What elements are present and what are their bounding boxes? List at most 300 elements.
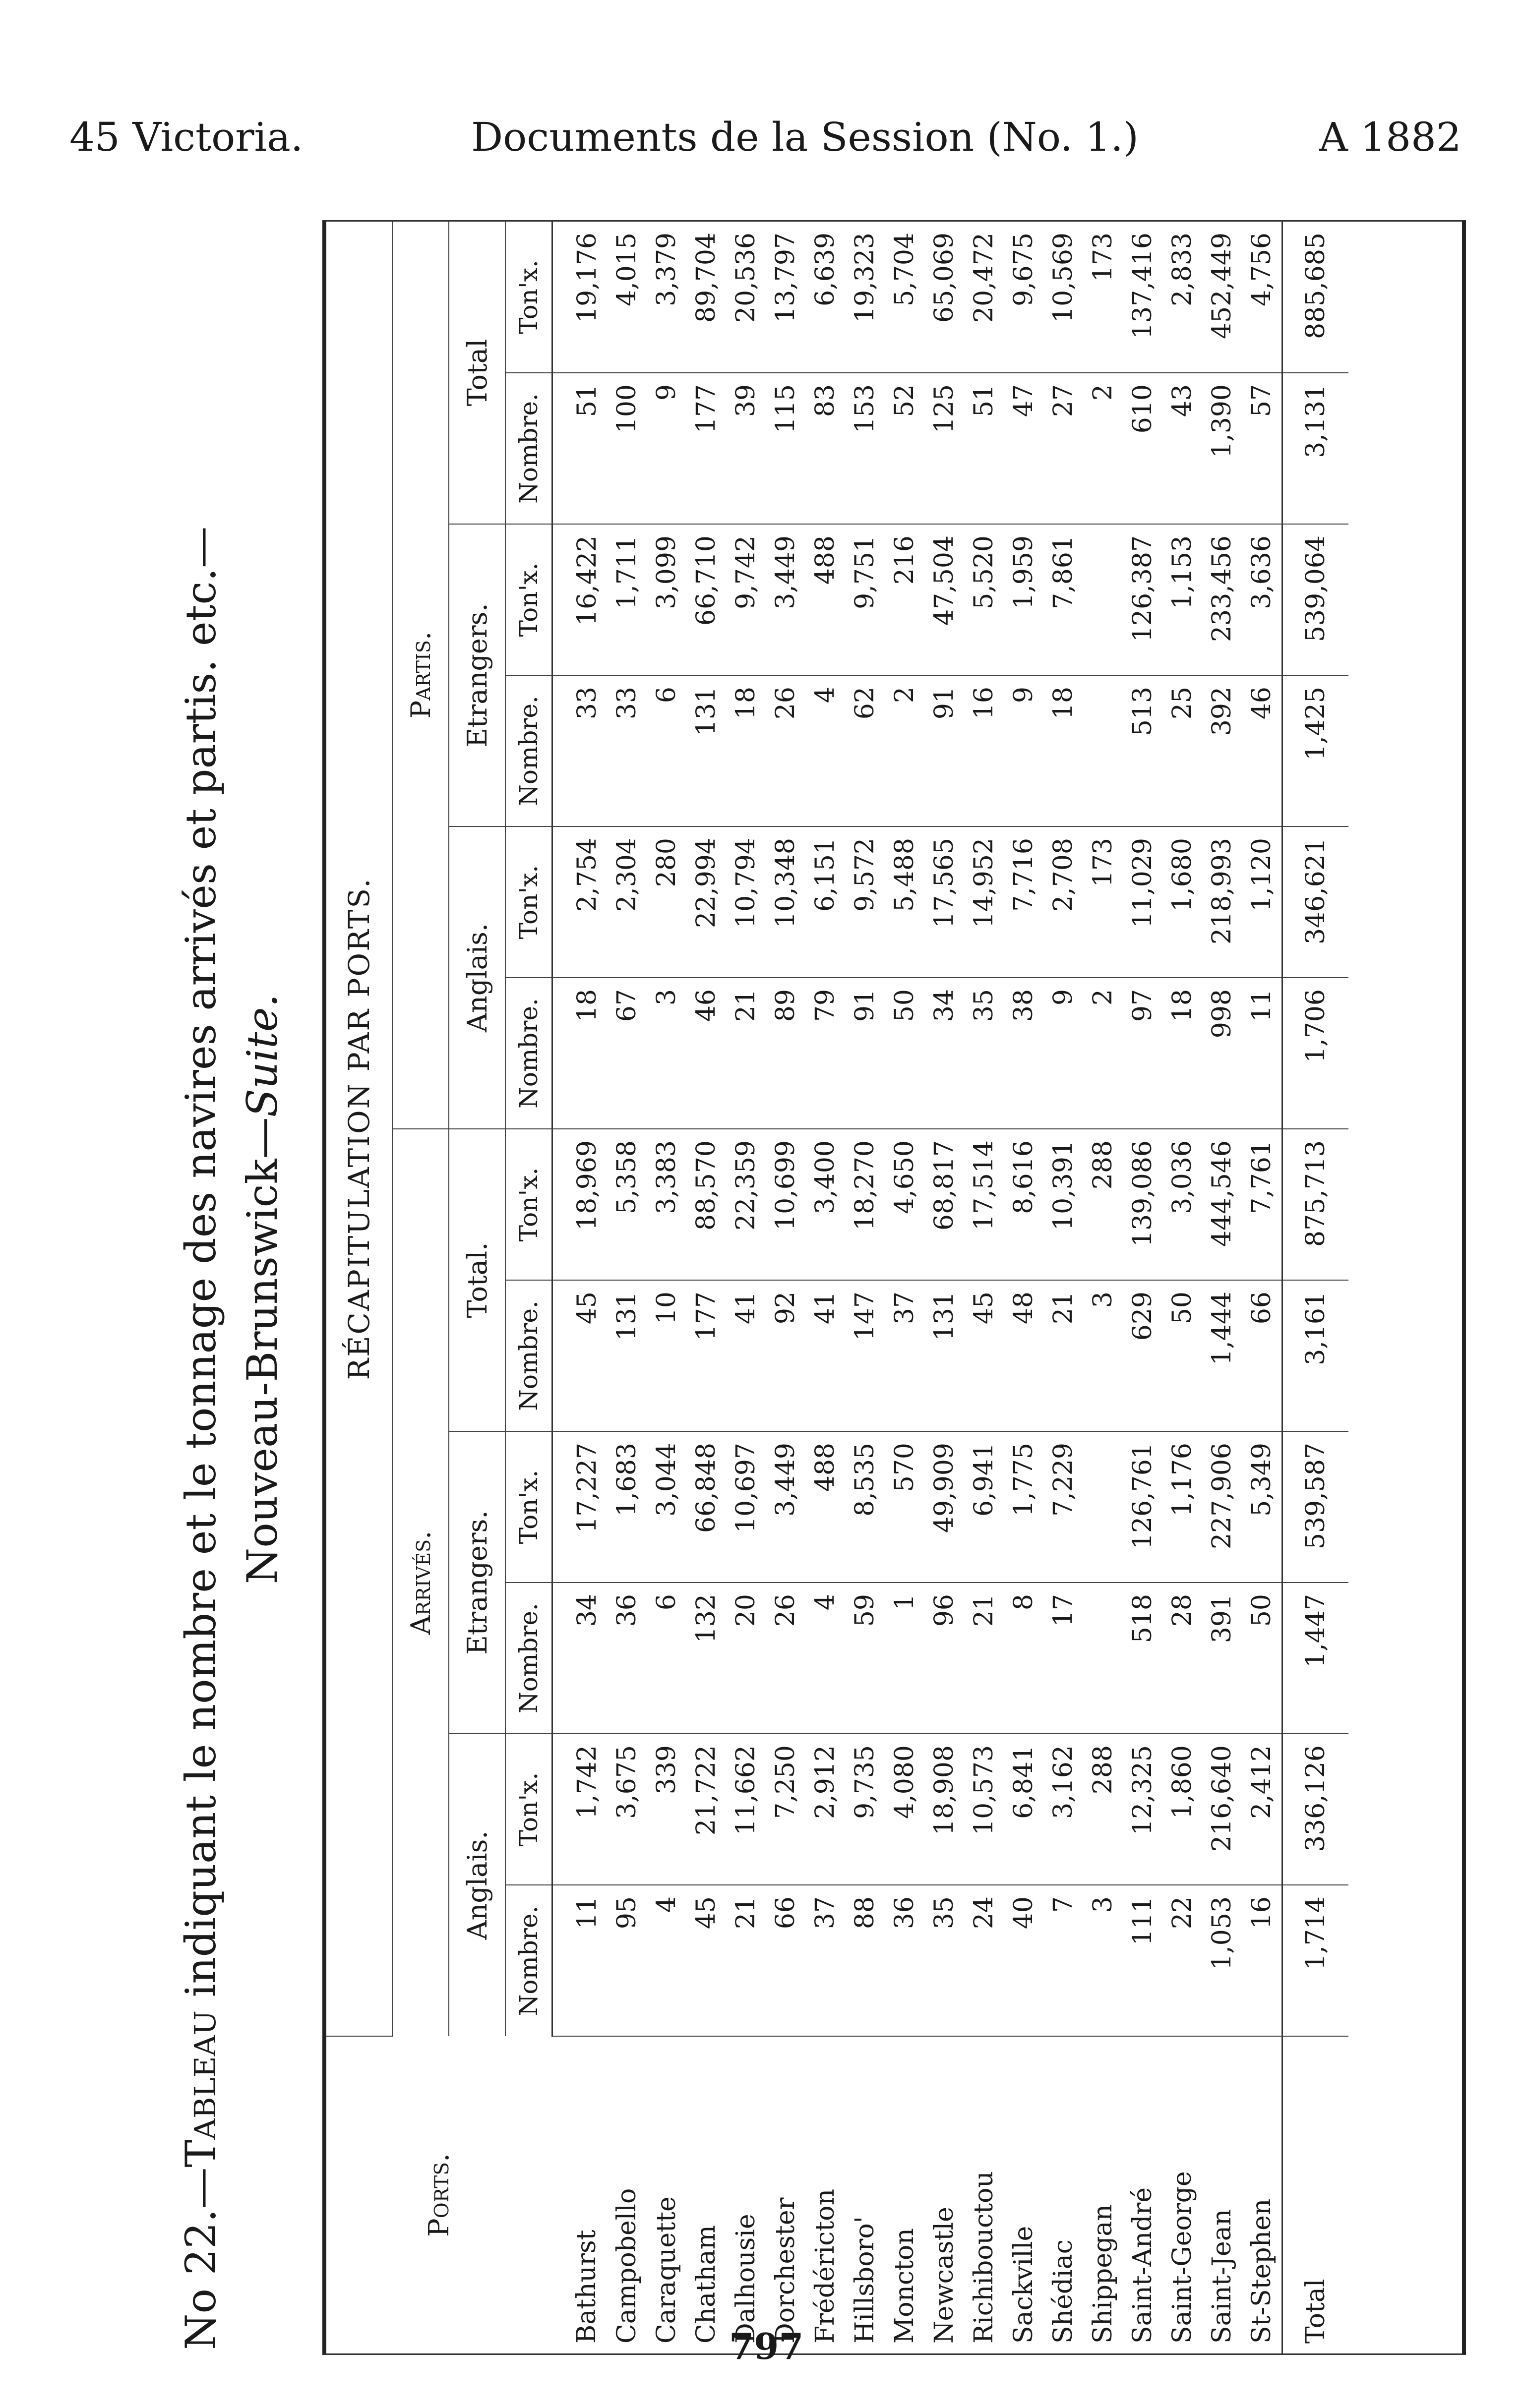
cell-a-n: 36 xyxy=(885,1885,924,2036)
cell-pt-n: 9 xyxy=(647,373,686,524)
cell-pe-n: 26 xyxy=(766,675,805,826)
arr-anglais-header: Anglais. xyxy=(449,1734,505,2036)
cell-pa-n: 38 xyxy=(1004,978,1043,1129)
cell-t-n: 41 xyxy=(726,1280,766,1431)
total-a-t: 336,126 xyxy=(1282,1734,1349,1885)
cell-pt-t: 4,015 xyxy=(607,222,647,373)
cell-pe-n: 16 xyxy=(964,675,1004,826)
cell-e-n: 6 xyxy=(647,1583,686,1734)
cell-pe-n: 2 xyxy=(885,675,924,826)
port-name: Saint-George xyxy=(1167,2171,1197,2344)
cell-pa-n: 46 xyxy=(686,978,726,1129)
total-label: Total xyxy=(1282,2036,1349,2353)
cell-t-n: 1,444 xyxy=(1202,1280,1242,1431)
cell-pa-t: 2,304 xyxy=(607,826,647,978)
cell-pa-t: 11,029 xyxy=(1123,826,1162,978)
cell-pe-n: 91 xyxy=(924,675,964,826)
cell-a-t: 10,573 xyxy=(964,1734,1004,1885)
cell-e-n: 36 xyxy=(607,1583,647,1734)
cell-a-n: 88 xyxy=(845,1885,885,2036)
total-pe-n: 1,425 xyxy=(1282,675,1349,826)
cell-e-t: 227,906 xyxy=(1202,1431,1242,1583)
port-name: Shédiac xyxy=(1048,2239,1078,2344)
cell-a-n: 45 xyxy=(686,1885,726,2036)
cell-t-n: 66 xyxy=(1242,1280,1282,1431)
col-nombre: Nombre. xyxy=(505,1885,552,2036)
cell-e-n: 8 xyxy=(1004,1583,1043,1734)
port-name: Dorchester xyxy=(771,2197,800,2344)
total-pt-n: 3,131 xyxy=(1282,373,1349,524)
cell-a-t: 2,412 xyxy=(1242,1734,1282,1885)
cell-pe-n: 9 xyxy=(1004,675,1043,826)
port-name: Dalhousie xyxy=(731,2214,761,2344)
port-name: Bathurst xyxy=(572,2230,602,2344)
cell-pe-t: 16,422 xyxy=(552,524,608,675)
cell-pe-t: 9,751 xyxy=(845,524,885,675)
cell-e-t: 1,775 xyxy=(1004,1431,1043,1583)
cell-t-t: 88,570 xyxy=(686,1129,726,1280)
cell-pa-t: 1,120 xyxy=(1242,826,1282,978)
cell-a-n: 7 xyxy=(1043,1885,1083,2036)
cell-t-n: 48 xyxy=(1004,1280,1043,1431)
cell-pa-n: 11 xyxy=(1242,978,1282,1129)
col-tonx: Ton'x. xyxy=(505,1431,552,1583)
cell-pa-n: 3 xyxy=(647,978,686,1129)
cell-t-n: 147 xyxy=(845,1280,885,1431)
cell-a-t: 9,735 xyxy=(845,1734,885,1885)
cell-pe-t: 3,099 xyxy=(647,524,686,675)
cell-t-n: 45 xyxy=(964,1280,1004,1431)
subtitle-suite: Suite. xyxy=(238,994,287,1117)
table-body xyxy=(552,222,1349,2353)
cell-t-n: 21 xyxy=(1043,1280,1083,1431)
cell-pe-n xyxy=(1083,675,1123,826)
cell-a-t: 339 xyxy=(647,1734,686,1885)
cell-pa-n: 91 xyxy=(845,978,885,1129)
col-tonx: Ton'x. xyxy=(505,1734,552,1885)
cell-pa-t: 9,572 xyxy=(845,826,885,978)
cell-e-t: 488 xyxy=(805,1431,845,1583)
cell-pe-n: 25 xyxy=(1162,675,1202,826)
cell-e-n: 20 xyxy=(726,1583,766,1734)
cell-t-n: 131 xyxy=(607,1280,647,1431)
cell-pe-t: 5,520 xyxy=(964,524,1004,675)
subtitle-province: Nouveau-Brunswick— xyxy=(238,1117,287,1585)
cell-t-t: 5,358 xyxy=(607,1129,647,1280)
table-row xyxy=(845,222,885,2353)
cell-pa-t: 10,794 xyxy=(726,826,766,978)
table-row xyxy=(1083,222,1123,2353)
cell-pa-t: 1,680 xyxy=(1162,826,1202,978)
cell-t-t: 68,817 xyxy=(924,1129,964,1280)
table-row xyxy=(647,222,686,2353)
cell-e-n: 59 xyxy=(845,1583,885,1734)
port-name: Saint-André xyxy=(1128,2187,1158,2344)
cell-pa-t: 22,994 xyxy=(686,826,726,978)
cell-a-t: 3,162 xyxy=(1043,1734,1083,1885)
cell-pe-n: 6 xyxy=(647,675,686,826)
cell-e-t xyxy=(1083,1431,1123,1583)
cell-pt-n: 610 xyxy=(1123,373,1162,524)
cell-pe-n: 46 xyxy=(1242,675,1282,826)
cell-pt-t: 19,176 xyxy=(552,222,608,373)
cell-a-n: 21 xyxy=(726,1885,766,2036)
total-a-n: 1,714 xyxy=(1282,1885,1349,2036)
cell-e-t: 49,909 xyxy=(924,1431,964,1583)
total-e-n: 1,447 xyxy=(1282,1583,1349,1734)
cell-a-t: 3,675 xyxy=(607,1734,647,1885)
cell-a-n: 16 xyxy=(1242,1885,1282,2036)
cell-a-t: 1,742 xyxy=(552,1734,608,1885)
cell-pa-t: 6,151 xyxy=(805,826,845,978)
cell-t-n: 92 xyxy=(766,1280,805,1431)
cell-a-n: 4 xyxy=(647,1885,686,2036)
cell-pt-t: 4,756 xyxy=(1242,222,1282,373)
total-pa-t: 346,621 xyxy=(1282,826,1349,978)
cell-t-n: 45 xyxy=(552,1280,608,1431)
cell-t-n: 10 xyxy=(647,1280,686,1431)
col-nombre: Nombre. xyxy=(505,373,552,524)
cell-pa-n: 97 xyxy=(1123,978,1162,1129)
port-name: Saint-Jean xyxy=(1207,2209,1237,2344)
cell-t-t: 17,514 xyxy=(964,1129,1004,1280)
cell-pe-t: 3,636 xyxy=(1242,524,1282,675)
par-total-header: Total xyxy=(449,222,505,524)
cell-t-n: 50 xyxy=(1162,1280,1202,1431)
cell-pa-t: 2,754 xyxy=(552,826,608,978)
cell-e-n: 21 xyxy=(964,1583,1004,1734)
cell-t-t: 10,699 xyxy=(766,1129,805,1280)
col-tonx: Ton'x. xyxy=(505,1129,552,1280)
cell-pt-n: 100 xyxy=(607,373,647,524)
cell-pt-n: 83 xyxy=(805,373,845,524)
port-name: Shippegan xyxy=(1088,2204,1118,2344)
port-name: Chatham xyxy=(691,2225,721,2344)
title-rest: indiquant le nombre et le tonnage des navires arrivés et partis. etc.— xyxy=(177,526,225,2011)
cell-pe-n: 131 xyxy=(686,675,726,826)
cell-pe-n: 18 xyxy=(1043,675,1083,826)
cell-t-t: 288 xyxy=(1083,1129,1123,1280)
cell-t-t: 3,036 xyxy=(1162,1129,1202,1280)
cell-a-n: 11 xyxy=(552,1885,608,2036)
table-row xyxy=(964,222,1004,2353)
arrives-header: Arrivés. xyxy=(392,1129,449,2036)
port-name: Frédéricton xyxy=(810,2188,840,2344)
cell-e-t: 126,761 xyxy=(1123,1431,1162,1583)
cell-pt-t: 20,472 xyxy=(964,222,1004,373)
cell-e-n: 1 xyxy=(885,1583,924,1734)
arr-total-header: Total. xyxy=(449,1129,505,1431)
cell-pt-n: 1,390 xyxy=(1202,373,1242,524)
cell-e-t: 66,848 xyxy=(686,1431,726,1583)
cell-e-t: 6,941 xyxy=(964,1431,1004,1583)
cell-pt-t: 173 xyxy=(1083,222,1123,373)
cell-pa-n: 50 xyxy=(885,978,924,1129)
cell-pa-n: 18 xyxy=(1162,978,1202,1129)
cell-t-n: 37 xyxy=(885,1280,924,1431)
rotated-table-block xyxy=(159,213,1468,2365)
cell-t-t: 4,650 xyxy=(885,1129,924,1280)
cell-pt-t: 65,069 xyxy=(924,222,964,373)
cell-e-t: 570 xyxy=(885,1431,924,1583)
cell-pt-n: 39 xyxy=(726,373,766,524)
cell-pe-n: 33 xyxy=(607,675,647,826)
cell-e-t: 3,449 xyxy=(766,1431,805,1583)
cell-pa-t: 14,952 xyxy=(964,826,1004,978)
cell-a-t: 11,662 xyxy=(726,1734,766,1885)
cell-e-t: 1,176 xyxy=(1162,1431,1202,1583)
table-row xyxy=(552,222,608,2353)
col-nombre: Nombre. xyxy=(505,978,552,1129)
cell-a-n: 95 xyxy=(607,1885,647,2036)
cell-pt-t: 452,449 xyxy=(1202,222,1242,373)
cell-t-n: 41 xyxy=(805,1280,845,1431)
cell-pt-n: 153 xyxy=(845,373,885,524)
total-t-t: 875,713 xyxy=(1282,1129,1349,1280)
cell-pt-n: 2 xyxy=(1083,373,1123,524)
cell-e-n: 518 xyxy=(1123,1583,1162,1734)
cell-a-n: 40 xyxy=(1004,1885,1043,2036)
cell-pe-n: 62 xyxy=(845,675,885,826)
port-name: Moncton xyxy=(890,2228,919,2344)
cell-e-t: 1,683 xyxy=(607,1431,647,1583)
total-e-t: 539,587 xyxy=(1282,1431,1349,1583)
cell-a-t: 2,912 xyxy=(805,1734,845,1885)
cell-pt-t: 6,639 xyxy=(805,222,845,373)
cell-a-t: 7,250 xyxy=(766,1734,805,1885)
cell-pt-n: 57 xyxy=(1242,373,1282,524)
cell-a-n: 66 xyxy=(766,1885,805,2036)
header-right: A 1882 xyxy=(1319,114,1462,160)
cell-t-n: 177 xyxy=(686,1280,726,1431)
cell-pe-t: 233,456 xyxy=(1202,524,1242,675)
port-name: Sackville xyxy=(1009,2226,1038,2344)
cell-a-t: 216,640 xyxy=(1202,1734,1242,1885)
cell-pe-t: 47,504 xyxy=(924,524,964,675)
page-number: 797 xyxy=(729,2325,804,2367)
cell-a-t: 4,080 xyxy=(885,1734,924,1885)
cell-pe-t: 9,742 xyxy=(726,524,766,675)
header-center: Documents de la Session (No. 1.) xyxy=(471,114,1139,160)
cell-a-n: 37 xyxy=(805,1885,845,2036)
cell-pe-n: 513 xyxy=(1123,675,1162,826)
cell-pa-n: 21 xyxy=(726,978,766,1129)
cell-a-t: 12,325 xyxy=(1123,1734,1162,1885)
cell-a-n: 3 xyxy=(1083,1885,1123,2036)
cell-pt-n: 51 xyxy=(552,373,608,524)
col-tonx: Ton'x. xyxy=(505,826,552,978)
recap-table xyxy=(326,222,1348,2353)
cell-a-t: 18,908 xyxy=(924,1734,964,1885)
cell-a-n: 111 xyxy=(1123,1885,1162,2036)
cell-pa-t: 280 xyxy=(647,826,686,978)
table-frame xyxy=(322,220,1466,2355)
col-nombre: Nombre. xyxy=(505,1280,552,1431)
cell-t-t: 22,359 xyxy=(726,1129,766,1280)
cell-a-t: 6,841 xyxy=(1004,1734,1043,1885)
cell-pa-n: 35 xyxy=(964,978,1004,1129)
cell-pe-t: 66,710 xyxy=(686,524,726,675)
cell-a-n: 22 xyxy=(1162,1885,1202,2036)
cell-pe-t: 1,711 xyxy=(607,524,647,675)
title-dash: — xyxy=(177,2167,225,2209)
cell-t-t: 10,391 xyxy=(1043,1129,1083,1280)
cell-t-t: 18,270 xyxy=(845,1129,885,1280)
port-name: Newcastle xyxy=(929,2207,959,2344)
cell-pe-t xyxy=(1083,524,1123,675)
cell-e-t: 17,227 xyxy=(552,1431,608,1583)
partis-header: Partis. xyxy=(392,222,449,1129)
cell-e-n: 34 xyxy=(552,1583,608,1734)
cell-t-t: 7,761 xyxy=(1242,1129,1282,1280)
cell-t-t: 18,969 xyxy=(552,1129,608,1280)
cell-pa-t: 7,716 xyxy=(1004,826,1043,978)
ports-header: Ports. xyxy=(423,2153,456,2237)
table-title xyxy=(174,228,228,2350)
cell-a-n: 1,053 xyxy=(1202,1885,1242,2036)
cell-a-t: 288 xyxy=(1083,1734,1123,1885)
table-row xyxy=(1162,222,1202,2353)
total-pt-t: 885,685 xyxy=(1282,222,1349,373)
cell-pt-n: 51 xyxy=(964,373,1004,524)
col-nombre: Nombre. xyxy=(505,1583,552,1734)
cell-pa-n: 9 xyxy=(1043,978,1083,1129)
port-name: Hillsboro' xyxy=(850,2216,880,2344)
arr-etrangers-header: Etrangers. xyxy=(449,1431,505,1734)
header-left: 45 Victoria. xyxy=(69,114,304,160)
title-number: No 22. xyxy=(177,2209,225,2350)
cell-pt-t: 89,704 xyxy=(686,222,726,373)
port-name: St-Stephen xyxy=(1247,2198,1277,2344)
cell-pt-t: 3,379 xyxy=(647,222,686,373)
table-row xyxy=(1043,222,1083,2353)
port-name: Caraquette xyxy=(652,2196,681,2344)
cell-pt-n: 125 xyxy=(924,373,964,524)
cell-t-n: 629 xyxy=(1123,1280,1162,1431)
cell-t-n: 3 xyxy=(1083,1280,1123,1431)
cell-pe-t: 1,959 xyxy=(1004,524,1043,675)
cell-pa-n: 34 xyxy=(924,978,964,1129)
cell-pa-n: 79 xyxy=(805,978,845,1129)
col-tonx: Ton'x. xyxy=(505,222,552,373)
cell-pt-n: 115 xyxy=(766,373,805,524)
cell-e-t: 5,349 xyxy=(1242,1431,1282,1583)
total-pe-t: 539,064 xyxy=(1282,524,1349,675)
cell-pa-n: 2 xyxy=(1083,978,1123,1129)
cell-pe-n: 4 xyxy=(805,675,845,826)
cell-pt-n: 177 xyxy=(686,373,726,524)
port-name: Campobello xyxy=(612,2188,642,2344)
col-nombre: Nombre. xyxy=(505,675,552,826)
cell-pt-n: 52 xyxy=(885,373,924,524)
cell-e-t: 7,229 xyxy=(1043,1431,1083,1583)
cell-pt-t: 13,797 xyxy=(766,222,805,373)
cell-e-n: 17 xyxy=(1043,1583,1083,1734)
total-row xyxy=(1282,222,1349,2353)
cell-e-n: 50 xyxy=(1242,1583,1282,1734)
cell-pe-t: 3,449 xyxy=(766,524,805,675)
table-row xyxy=(766,222,805,2353)
cell-pt-t: 2,833 xyxy=(1162,222,1202,373)
cell-pt-t: 137,416 xyxy=(1123,222,1162,373)
cell-pe-n: 33 xyxy=(552,675,608,826)
table-row xyxy=(1123,222,1162,2353)
table-row xyxy=(686,222,726,2353)
cell-pt-t: 20,536 xyxy=(726,222,766,373)
cell-pe-t: 126,387 xyxy=(1123,524,1162,675)
cell-e-n: 4 xyxy=(805,1583,845,1734)
cell-a-t: 1,860 xyxy=(1162,1734,1202,1885)
cell-pe-n: 392 xyxy=(1202,675,1242,826)
cell-pa-t: 10,348 xyxy=(766,826,805,978)
par-etrangers-header: Etrangers. xyxy=(449,524,505,826)
port-name: Richibouctou xyxy=(969,2171,999,2344)
cell-t-n: 131 xyxy=(924,1280,964,1431)
cell-e-n: 26 xyxy=(766,1583,805,1734)
section-title: RÉCAPITULATION PAR PORTS. xyxy=(326,222,392,2036)
total-pa-n: 1,706 xyxy=(1282,978,1349,1129)
cell-pt-n: 47 xyxy=(1004,373,1043,524)
total-t-n: 3,161 xyxy=(1282,1280,1349,1431)
cell-pe-t: 1,153 xyxy=(1162,524,1202,675)
table-row xyxy=(805,222,845,2353)
cell-t-t: 139,086 xyxy=(1123,1129,1162,1280)
cell-a-n: 24 xyxy=(964,1885,1004,2036)
cell-e-t: 10,697 xyxy=(726,1431,766,1583)
cell-pt-n: 43 xyxy=(1162,373,1202,524)
cell-pe-t: 216 xyxy=(885,524,924,675)
cell-pa-t: 5,488 xyxy=(885,826,924,978)
col-tonx: Ton'x. xyxy=(505,524,552,675)
table-row xyxy=(885,222,924,2353)
cell-pt-t: 10,569 xyxy=(1043,222,1083,373)
table-row xyxy=(1004,222,1043,2353)
cell-t-t: 3,383 xyxy=(647,1129,686,1280)
cell-e-t: 3,044 xyxy=(647,1431,686,1583)
table-row xyxy=(1242,222,1282,2353)
cell-pa-t: 173 xyxy=(1083,826,1123,978)
table-row xyxy=(726,222,766,2353)
cell-e-n: 28 xyxy=(1162,1583,1202,1734)
cell-e-n xyxy=(1083,1583,1123,1734)
title-tableau: Tableau xyxy=(177,2010,225,2168)
cell-pt-t: 5,704 xyxy=(885,222,924,373)
table-row xyxy=(607,222,647,2353)
cell-pt-t: 9,675 xyxy=(1004,222,1043,373)
cell-e-t: 8,535 xyxy=(845,1431,885,1583)
table-subtitle xyxy=(238,228,287,2350)
cell-pt-n: 27 xyxy=(1043,373,1083,524)
cell-e-n: 96 xyxy=(924,1583,964,1734)
cell-e-n: 132 xyxy=(686,1583,726,1734)
cell-pe-t: 7,861 xyxy=(1043,524,1083,675)
table-row xyxy=(924,222,964,2353)
cell-a-t: 21,722 xyxy=(686,1734,726,1885)
cell-pa-t: 218,993 xyxy=(1202,826,1242,978)
cell-pa-n: 67 xyxy=(607,978,647,1129)
cell-t-t: 3,400 xyxy=(805,1129,845,1280)
cell-a-n: 35 xyxy=(924,1885,964,2036)
cell-pt-t: 19,323 xyxy=(845,222,885,373)
cell-pa-n: 998 xyxy=(1202,978,1242,1129)
cell-pe-t: 488 xyxy=(805,524,845,675)
cell-t-t: 444,546 xyxy=(1202,1129,1242,1280)
cell-t-t: 8,616 xyxy=(1004,1129,1043,1280)
par-anglais-header: Anglais. xyxy=(449,826,505,1129)
table-row xyxy=(1202,222,1242,2353)
cell-pa-n: 89 xyxy=(766,978,805,1129)
cell-pa-t: 17,565 xyxy=(924,826,964,978)
